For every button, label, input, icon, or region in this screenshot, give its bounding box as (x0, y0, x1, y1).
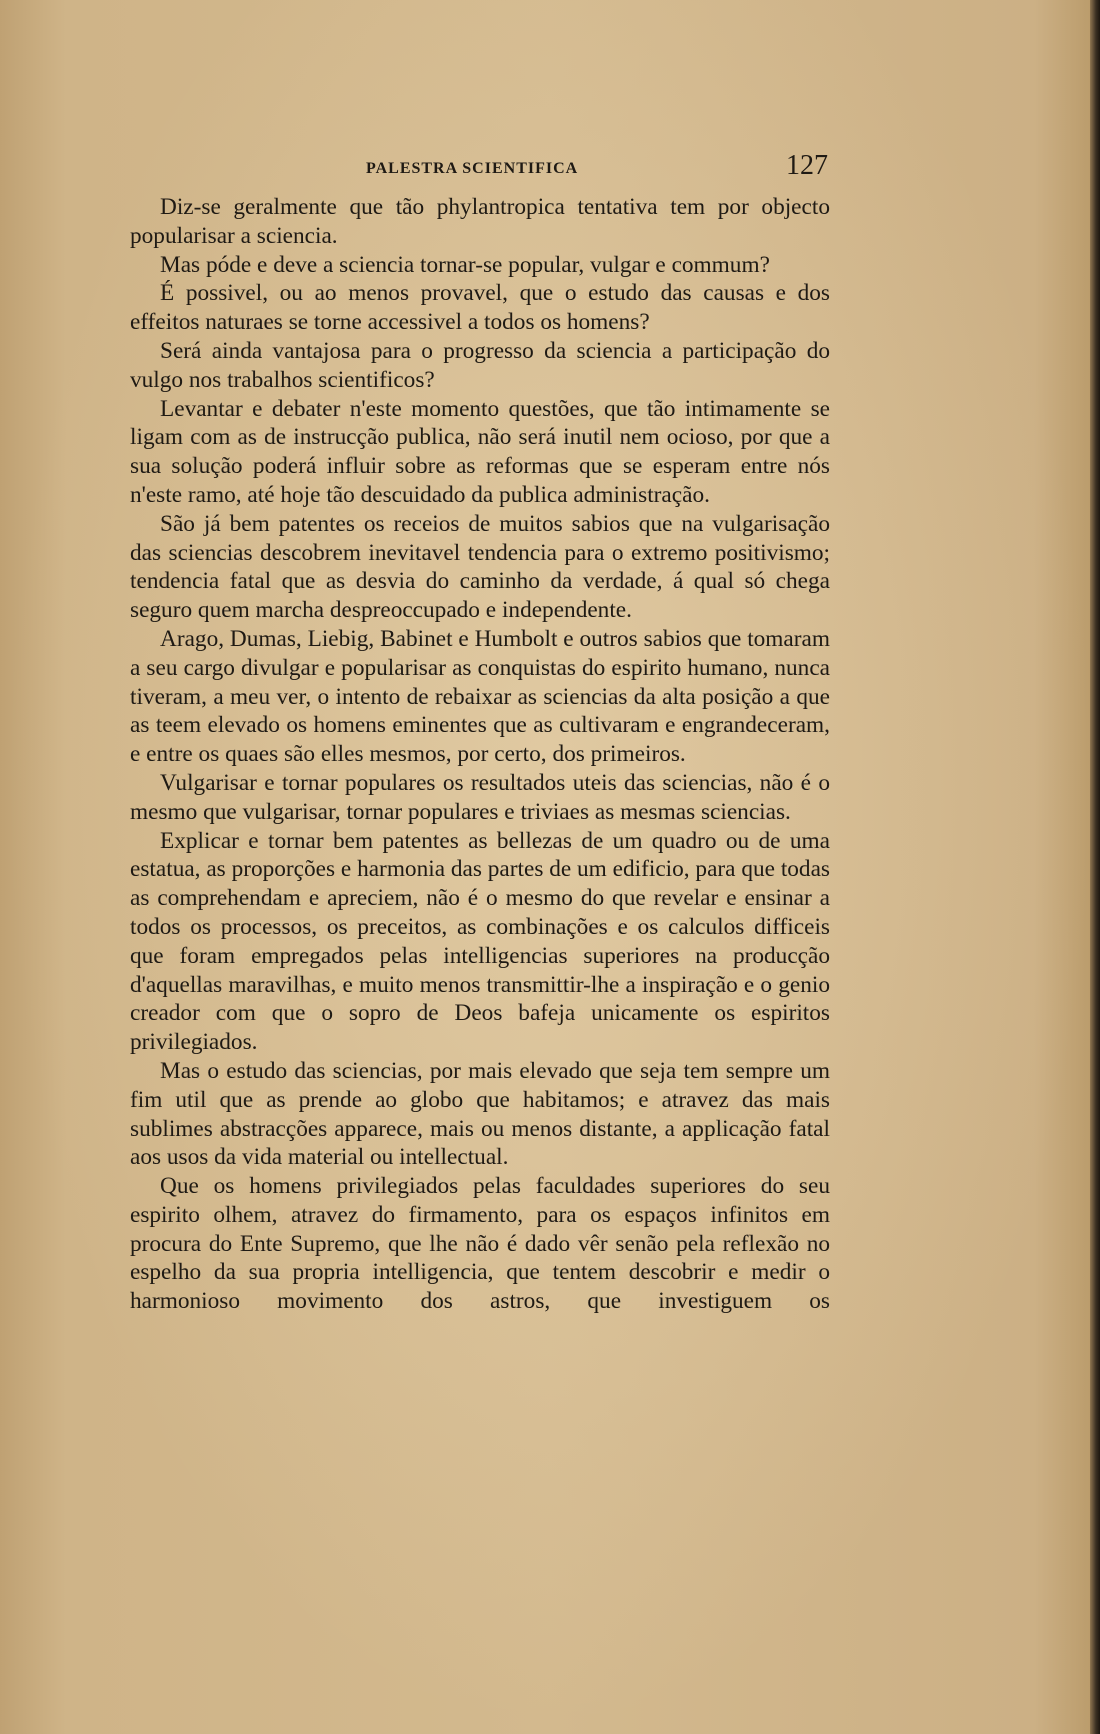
paragraph: Diz-se geralmente que tão phylantropica tentativa tem por objecto popularisar a sciencia. (130, 194, 830, 249)
paragraph: Explicar e tornar bem patentes as bellezas de um quadro ou de uma estatua, as proporções e harmonia das partes de um edificio, para que todas as comprehendam e apreciem, não é o mesmo do que revelar e ensinar a todos os processos, os preceitos, as combinações e os calculos difficeis que foram empregados pelas intelligencias superiores na producção d'aquellas maravilhas, e muito menos transmittir-lhe a inspiração e o genio creador com que o sopro de Deos bafeja unicamente os espiritos privilegiados. (130, 827, 830, 1056)
body-text (130, 193, 830, 1316)
page-number: 127 (786, 150, 828, 181)
running-title: PALESTRA SCIENTIFICA (366, 160, 579, 177)
paragraph: Mas o estudo das sciencias, por mais elevado que seja tem sempre um fim util que as prende ao globo que habitamos; e atravez das mais sublimes abstracções apparece, mais ou menos distante, a applicação fatal aos usos da vida material ou intellectual. (130, 1057, 830, 1171)
paragraph: Vulgarisar e tornar populares os resultados uteis das sciencias, não é o mesmo que vulgarisar, tornar populares e triviaes as mesmas sciencias. (130, 769, 830, 825)
paragraph: Que os homens privilegiados pelas faculdades superiores do seu espirito olhem, atravez do firmamento, para os espaços infinitos em procura do Ente Supremo, que lhe não é dado vêr senão pela reflexão no espelho da sua propria intelligencia, que tentem descobrir e medir o harmonioso movimento dos astros, que investiguem os (130, 1173, 830, 1315)
paragraph: Levantar e debater n'este momento questões, que tão intimamente se ligam com as de instrucção publica, não será inutil nem ocioso, por que a sua solução poderá influir sobre as reformas que se esperam entre nós n'este ramo, até hoje tão descuidado da publica administração. (130, 395, 830, 508)
paragraph: Será ainda vantajosa para o progresso da sciencia a participação do vulgo nos trabalhos scientificos? (130, 337, 830, 393)
paragraph: São já bem patentes os receios de muitos sabios que na vulgarisação das sciencias descobrem inevitavel tendencia para o extremo positivismo; tendencia fatal que as desvia do caminho da verdade, á qual só chega seguro quem marcha despreoccupado e independente. (130, 510, 830, 624)
paragraph: Arago, Dumas, Liebig, Babinet e Humbolt e outros sabios que tomaram a seu cargo divulgar e popularisar as conquistas do espirito humano, nunca tiveram, a meu ver, o intento de rebaixar as sciencias da alta posição a que as teem elevado os homens eminentes que as cultivaram e engrandeceram, e entre os quaes são elles mesmos, por certo, dos primeiros. (130, 625, 830, 768)
paragraph: É possivel, ou ao menos provavel, que o estudo das causas e dos effeitos naturaes se torne accessivel a todos os homens? (130, 280, 830, 336)
page-edge-shadow (1090, 0, 1100, 1734)
paragraph: Mas póde e deve a sciencia tornar-se popular, vulgar e commum? (160, 251, 770, 278)
page-header (130, 150, 830, 186)
